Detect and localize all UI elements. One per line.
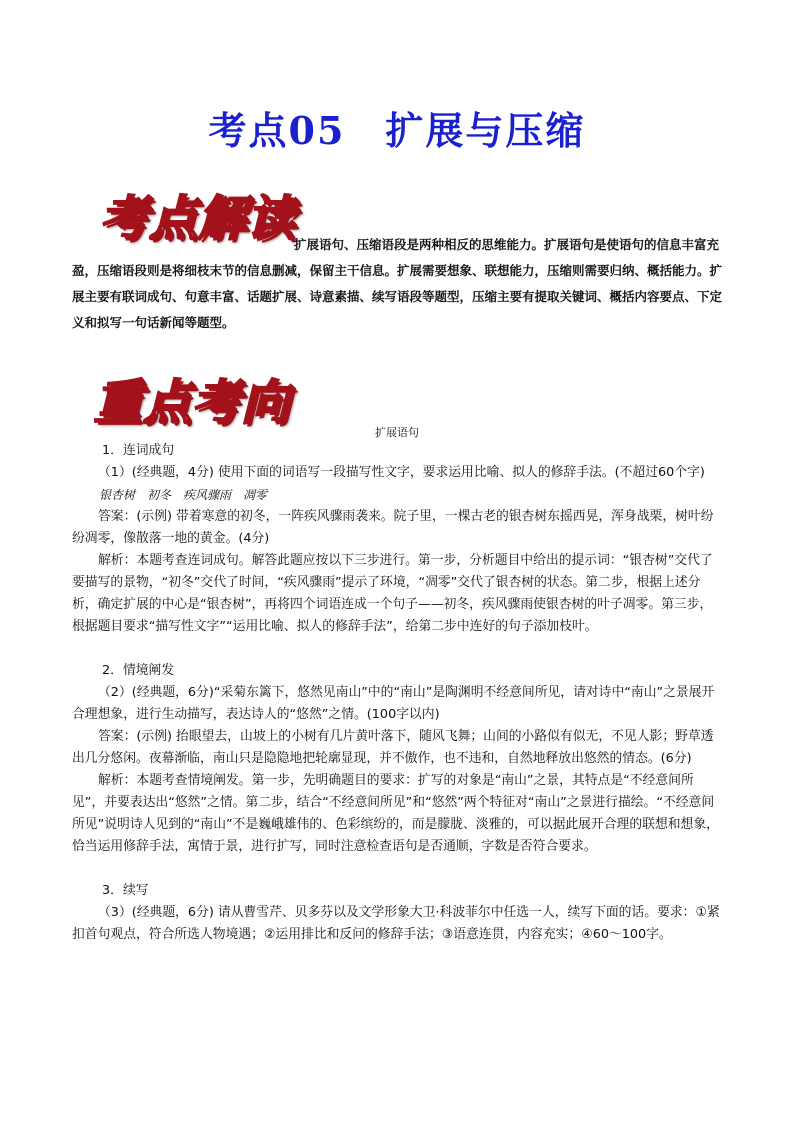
page-title: 考点05 扩展与压缩	[208, 108, 586, 153]
question-text: （2）(经典题，6分)“采菊东篱下，悠然见南山”中的“南山”是陶渊明不经意间所见，请对诗中“南山”之景展开合理想象，进行生动描写，表达诗人的“悠然”之情。(100字以内)	[72, 685, 715, 722]
word-list: 银杏树 初冬 疾风骤雨 凋零	[99, 488, 268, 502]
subheading: 扩展语句	[375, 426, 419, 439]
question-text: （1）(经典题，4分) 使用下面的词语写一段描写性文字，要求运用比喻、拟人的修辞手法。(不超过60个字)	[98, 465, 705, 480]
section-heading: 1．连词成句	[102, 443, 175, 458]
section-heading: 3．续写	[102, 883, 149, 898]
intro-paragraph: 扩展语句、压缩语段是两种相反的思维能力。扩展语句是使语句的信息丰富充盈，压缩语段则是将细枝末节的信息删减，保留主干信息。扩展需要想象、联想能力，压缩则需要归纳、概括能力。扩展主要有联词成句、句意丰富、话题扩展、诗意素描、续写语段等题型，压缩主要有提取关键词、概括内容要点、下定义和拟写一句话新闻等题型。	[72, 237, 723, 330]
section-heading: 2．情境阐发	[102, 663, 175, 678]
analysis-text: 解析：本题考查连词成句。解答此题应按以下三步进行。第一步，分析题目中给出的提示词：“银杏树”交代了要描写的景物，“初冬”交代了时间，“疾风骤雨”提示了环境，“凋零”交代了银杏树的状态。第二步，根据上述分析，确定扩展的中心是“银杏树”，再将四个词语连成一个句子——初冬，疾风骤雨使银杏树的叶子凋零。第三步，根据题目要求“描写性文字”“运用比喻、拟人的修辞手法”，给第二步中连好的句子添加枝叶。	[72, 553, 713, 634]
analysis-text: 解析：本题考查情境阐发。第一步，先明确题目的要求：扩写的对象是“南山”之景，其特点是“不经意间所见”，并要表达出“悠然”之情。第二步，结合“不经意间所见”和“悠然”两个特征对“南山”之景进行描绘。“不经意间所见”说明诗人见到的“南山”不是巍峨雄伟的、色彩缤纷的，而是朦胧、淡雅的，可以据此展开合理的联想和想象，恰当运用修辞手法，寓情于景，进行扩写，同时注意检查语句是否通顺，字数是否符合要求。	[72, 773, 719, 854]
answer-text: 答案：(示例) 抬眼望去，山坡上的小树有几片黄叶落下，随风飞舞；山间的小路似有似无，不见人影；野草透出几分悠闲。夜幕渐临，南山只是隐隐地把轮廓显现，并不傲作，也不违和，自然地释放出悠然的情态。(6分)	[72, 729, 714, 766]
section-badge-focus: 重点考向	[94, 375, 291, 431]
question-text: （3）(经典题，6分) 请从曹雪芹、贝多芬以及文学形象大卫·科波菲尔中任选一人，续写下面的话。要求：①紧扣首句观点，符合所选人物境遇；②运用排比和反问的修辞手法；③语意连贯，内容充实；④60～100字。	[72, 905, 720, 942]
answer-text: 答案：(示例) 带着寒意的初冬，一阵疾风骤雨袭来。院子里，一棵古老的银杏树东摇西晃，浑身战栗，树叶纷纷凋零，像散落一地的黄金。(4分)	[72, 509, 714, 546]
content-body	[72, 440, 722, 946]
section-badge-interpretation: 考点解读	[100, 191, 297, 247]
